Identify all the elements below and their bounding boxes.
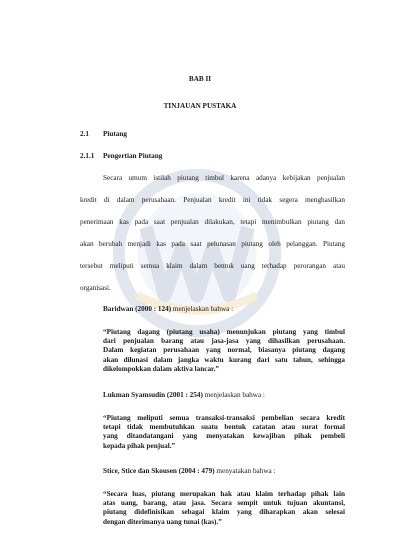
quote-line: dari penjualan barang atau jasa-jasa yang dihasilkan perusahaan.	[103, 337, 345, 346]
citation-lead	[103, 468, 276, 475]
quote-line: tetapi tidak membutuhkan suatu bentuk catatan atau surat formal	[103, 423, 345, 432]
section-number: 2.1	[80, 130, 89, 138]
paragraph-line: akan berubah menjadi kas pada saat pelunasan piutang oleh pelanggan. Piutang	[80, 240, 345, 248]
citation-lead-text: menjelaskan bahwa :	[202, 391, 265, 399]
quote-line: “Secara luas, piutang merupakan hak atau klaim terhadap pihak lain	[103, 490, 345, 498]
quote-line: yang ditandatangani yang menyatakan kewajiban pihak pembeli	[103, 432, 345, 441]
paragraph-line: Secara umum istilah piutang timbul karena adanya kebijakan penjualan	[103, 174, 345, 182]
citation-lead	[103, 306, 233, 313]
quote-line: piutang didefinisikan sebagai klaim yang diharapkan akan selesai	[103, 508, 345, 517]
paragraph-line: penerimaan kas pada saat penjualan dilakukan, tetapi menimbulkan piutang dan	[80, 218, 345, 226]
quote-line: dengan diterimanya uang tunai (kas).”	[103, 517, 222, 526]
quote-line: akan dilunasi dalam jangka waktu kurang dari satu tahun, sehingga	[103, 355, 345, 364]
chapter-number: BAB II	[188, 75, 212, 83]
subsection-title: Pengertian Piutang	[103, 152, 163, 160]
paragraph-line: tersebut meliputi semua klaim dalam bentuk uang terhadap perorangan atau	[80, 262, 345, 270]
citation-author: Baridwan (2000 : 124)	[103, 305, 172, 313]
citation-quote	[103, 328, 345, 374]
citation-lead-text: menyatakan bahwa :	[214, 467, 276, 475]
section-title: Piutang	[103, 130, 127, 138]
subsection-number: 2.1.1	[80, 152, 95, 160]
quote-line: atas uang, barang, atau jasa. Secara sempit untuk tujuan akuntansi,	[103, 499, 345, 508]
citation-author: Stice, Stice dan Skousen (2004 : 479)	[103, 467, 215, 475]
quote-line: Dalam kegiatan perusahaan yang normal, biasanya piutang dagang	[103, 346, 345, 355]
citation-quote	[103, 414, 345, 451]
paragraph-line: kredit di dalam perusahaan. Penjualan kredit ini tidak segera menghasilkan	[80, 196, 345, 204]
quote-line: kepada pihak penjual.”	[103, 441, 176, 450]
chapter-title: TINJAUAN PUSTAKA	[163, 102, 237, 110]
citation-author: Lukman Syamsudin (2001 : 254)	[103, 391, 203, 399]
quote-line: “Piutang dagang (piutang usaha) menunjukan piutang yang timbul	[103, 328, 345, 336]
citation-lead-text: menjelaskan bahwa :	[171, 305, 234, 313]
citation-quote	[103, 490, 345, 527]
citation-lead	[103, 392, 265, 399]
paragraph-line: organisasi.	[80, 284, 111, 292]
quote-line: dikelompokkan dalam aktiva lancar.”	[103, 364, 219, 373]
quote-line: “Piutang meliputi semua transaksi-transaksi pembelian secara kredit	[103, 414, 345, 422]
